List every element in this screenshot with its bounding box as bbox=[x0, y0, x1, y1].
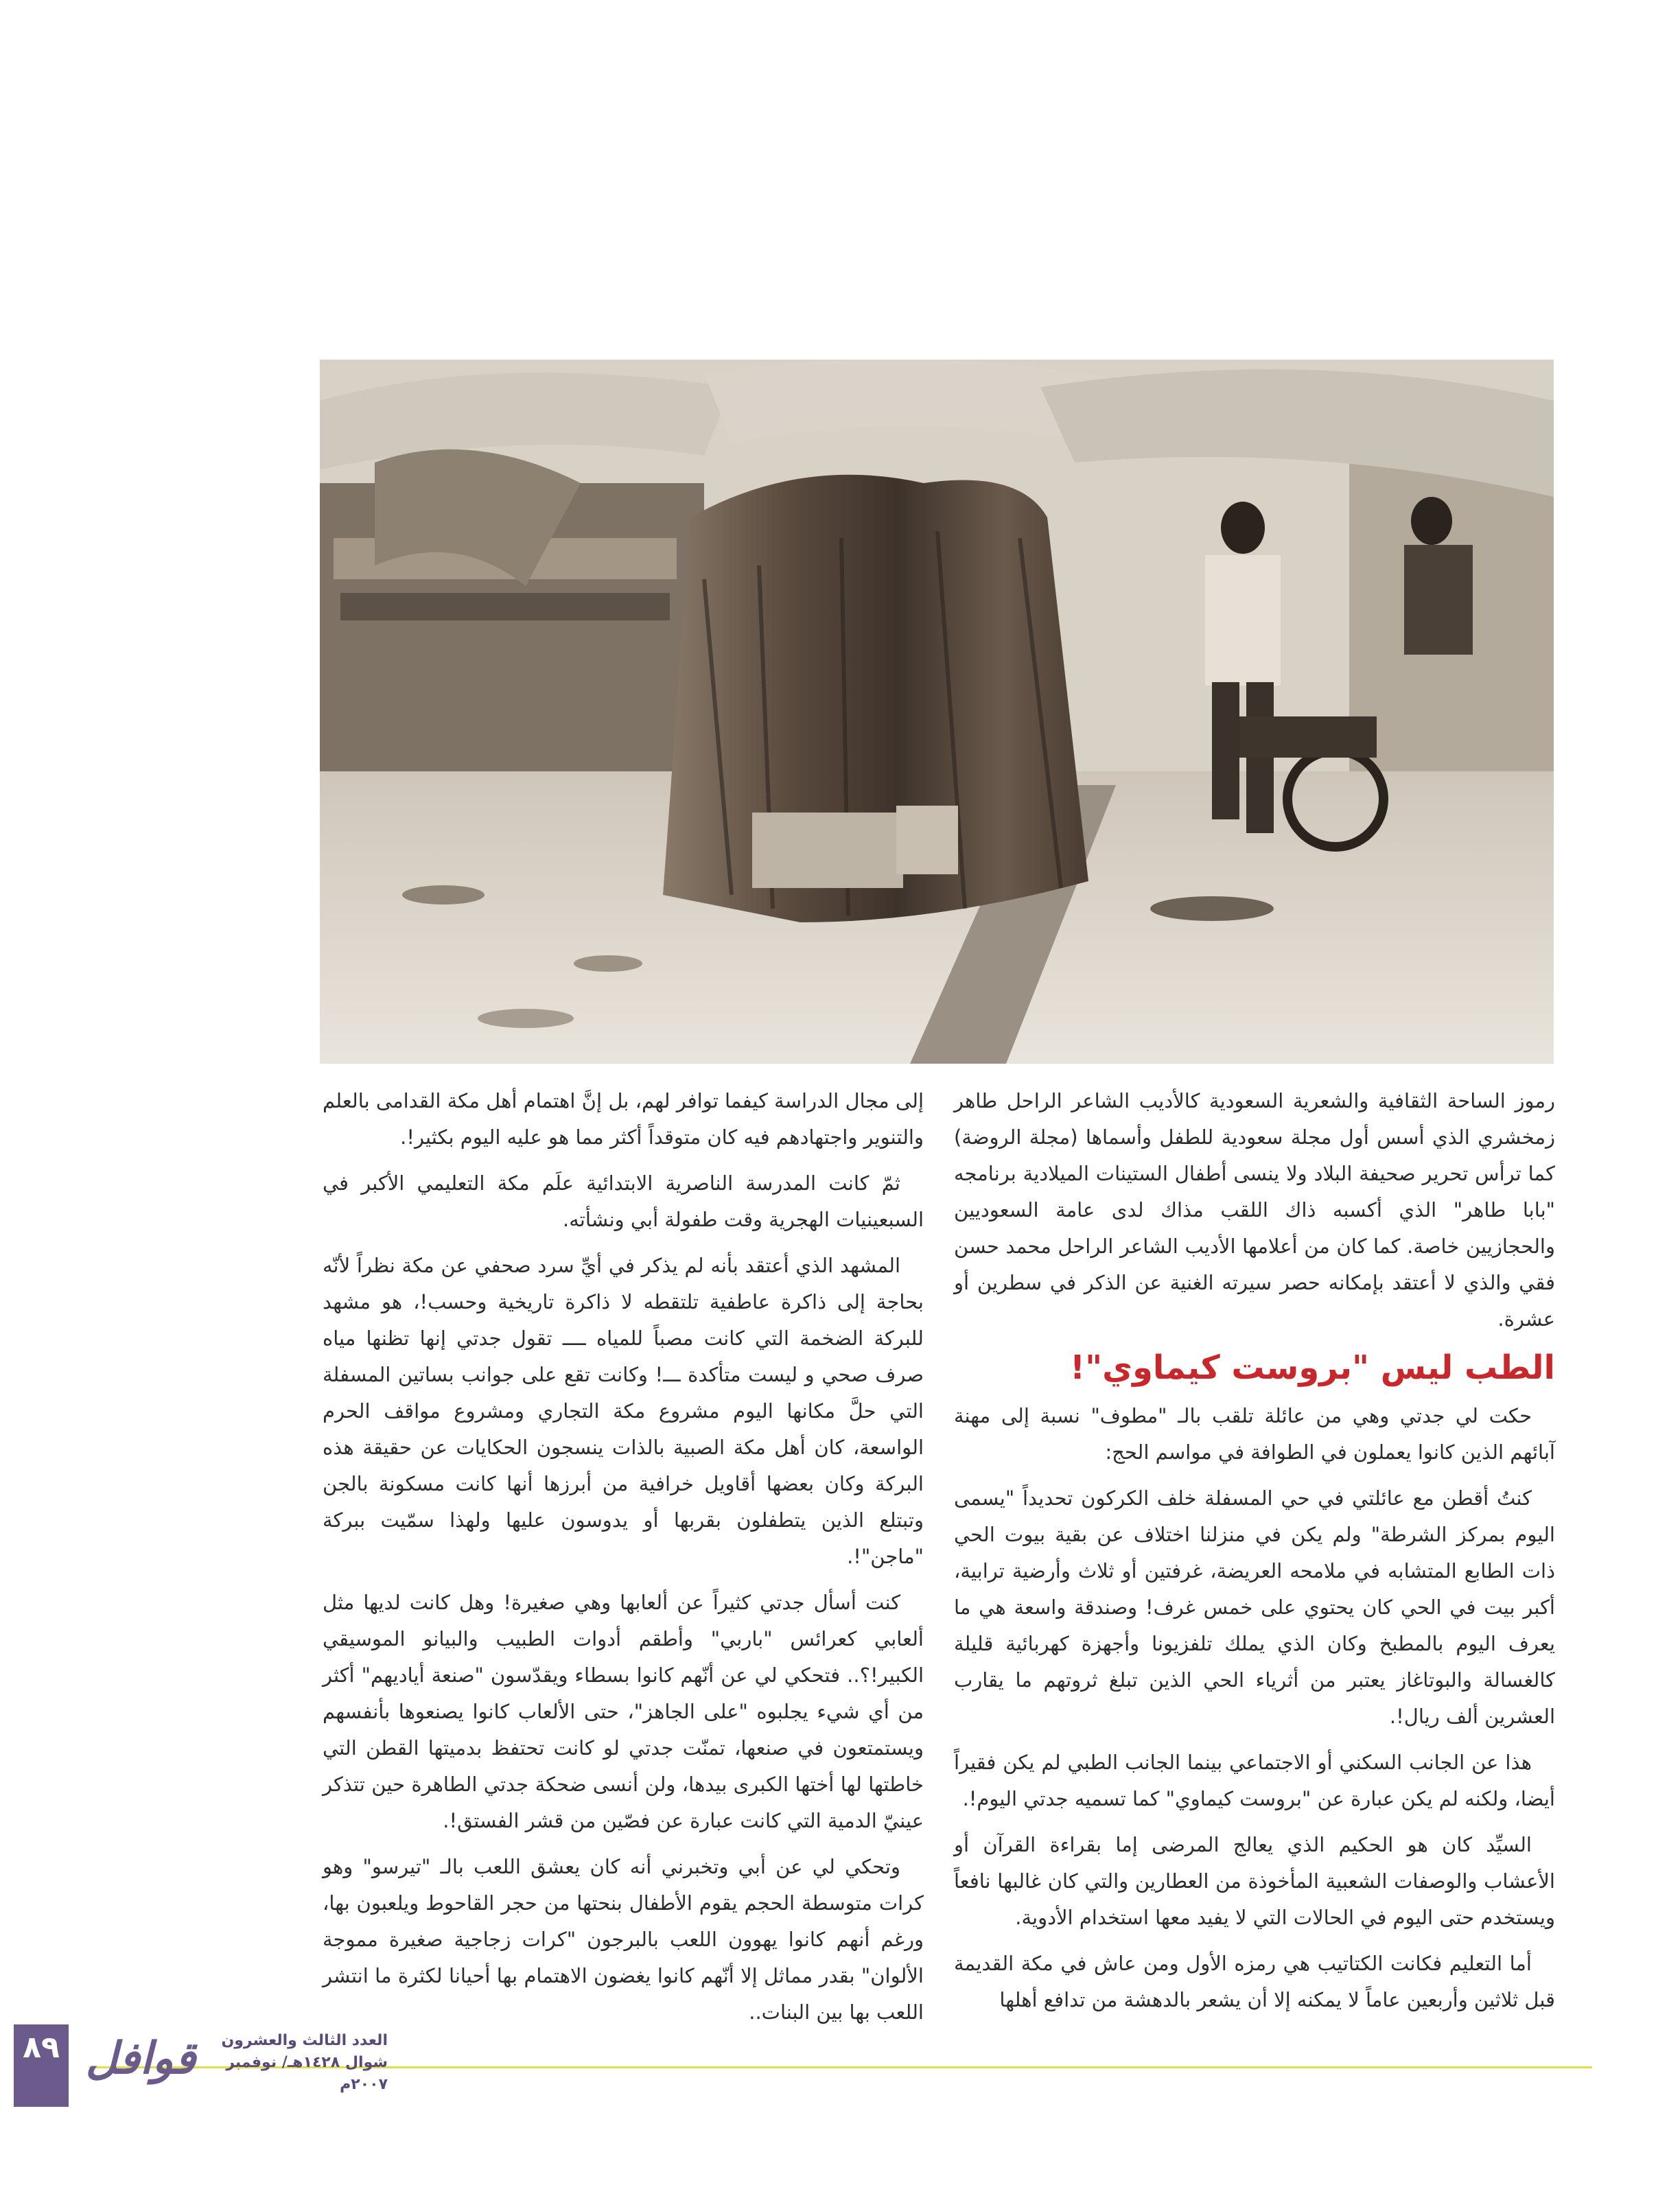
issue-date: شوال ١٤٢٨هـ/ نوفمبر ٢٠٠٧م bbox=[226, 2054, 388, 2093]
article-column-right bbox=[954, 1083, 1555, 2028]
paragraph: السيِّد كان هو الحكيم الذي يعالج المرضى إما بقراءة القرآن أو الأعشاب والوصفات الشعبية المأخوذة من العطارين والتي كان غالبها نافعاً ويستخدم حتى اليوم في الحالات التي لا يفيد معها استخدام الأدوية. bbox=[954, 1833, 1555, 1929]
paragraph: أما التعليم فكانت الكتاتيب هي رمزه الأول ومن عاش في مكة القديمة قبل ثلاثين وأربعين عاماً لا يمكنه إلا أن يشعر بالدهشة من تدافع أهلها bbox=[954, 1952, 1555, 2011]
article-column-left bbox=[323, 1083, 924, 2040]
paragraph: ثمّ كانت المدرسة الناصرية الابتدائية علَم مكة التعليمي الأكبر في السبعينيات الهجرية وقت طفولة أبي ونشأته. bbox=[323, 1171, 924, 1231]
paragraph: هذا عن الجانب السكني أو الاجتماعي بينما الجانب الطبي لم يكن فقيراً أيضا، ولكنه لم يكن عبارة عن "بروست كيماوي" كما تسميه جدتي اليوم!. bbox=[954, 1751, 1555, 1810]
paragraph: إلى مجال الدراسة كيفما توافر لهم، بل إنَّ اهتمام أهل مكة القدامى بالعلم والتنوير واجتهادهم فيه كان متوقداً أكثر مما هو عليه اليوم بكثير!. bbox=[323, 1089, 924, 1149]
issue-info bbox=[209, 2030, 388, 2096]
magazine-logo: قوافل bbox=[85, 2033, 196, 2084]
paragraph: حكت لي جدتي وهي من عائلة تلقب بالـ "مطوف" نسبة إلى مهنة آبائهم الذين كانوا يعملون في الطوافة في مواسم الحج: bbox=[954, 1404, 1555, 1464]
paragraph: رموز الساحة الثقافية والشعرية السعودية كالأديب الشاعر الراحل طاهر زمخشري الذي أسس أول مجلة سعودية للطفل وأسماها (مجلة الروضة) كما ترأس تحرير صحيفة البلاد ولا ينسى أطفال الستينات الميلادية برنامجه "بابا طاهر" الذي أكسبه ذاك اللقب مذاك لدى عامة السعوديين والحجازيين خاصة. كما كان من أعلامها الأديب الشاعر الراحل محمد حسن فقي والذي لا أعتقد بإمكانه حصر سيرته الغنية عن الذكر في سطرين أو عشرة. bbox=[954, 1089, 1555, 1331]
paragraph: كنت أسأل جدتي كثيراً عن ألعابها وهي صغيرة! وهل كانت لديها مثل ألعابي كعرائس "باربي" وأطقم أدوات الطبيب والبيانو الموسيقي الكبير!؟.. فتحكي لي عن أنّهم كانوا بسطاء ويقدّسون "صنعة أياديهم" أكثر من أي شيء يجلبوه "على الجاهز"، حتى الألعاب كانوا يصنعوها بأنفسهم ويستمتعون في صنعها، تمنّت جدتي لو كانت تحتفظ بدميتها القطن التي خاطتها لها أختها الكبرى بيدها، ولن أنسى ضحكة جدتي الطاهرة حين تتذكر عينيّ الدمية التي كانت عبارة عن فصّين من قشر الفستق!. bbox=[323, 1591, 924, 1832]
paragraph: وتحكي لي عن أبي وتخبرني أنه كان يعشق اللعب بالـ "تيرسو" وهو كرات متوسطة الحجم يقوم الأطفال بنحتها من حجر القاحوط ويلعبون بها، ورغم أنهم كانوا يهوون اللعب بالبرجون "كرات زجاجية صغيرة مموجة الألوان" بقدر مماثل إلا أنّهم كانوا يغضون الاهتمام بها أحيانا لكثرة ما انتشر اللعب بها بين البنات.. bbox=[323, 1855, 924, 2024]
paragraph: المشهد الذي أعتقد بأنه لم يذكر في أيِّ سرد صحفي عن مكة نظراً لأنّه بحاجة إلى ذاكرة عاطفية تلتقطه لا ذاكرة تاريخية وحسب!، هو مشهد للبركة الضخمة التي كانت مصباً للمياه ــــ تقول جدتي إنها تظنها مياه صرف صحي و ليست متأكدة ـــ! وكانت تقع على جوانب بساتين المسفلة التي حلَّ مكانها اليوم مشروع مكة التجاري ومشروع مواقف الحرم الواسعة، كان أهل مكة الصبية بالذات ينسجون الحكايات عن حقيقة هذه البركة وكان بعضها أقاويل خرافية من أبرزها أنها كانت مسكونة بالجن وتبتلع الذين يتطفلون بقربها أو يدوسون عليها ولهذا سمّيت ببركة "ماجن"!. bbox=[323, 1254, 924, 1568]
issue-number: العدد الثالث والعشرون bbox=[221, 2032, 388, 2049]
paragraph: كنتُ أقطن مع عائلتي في حي المسفلة خلف الكركون تحديداً "يسمى اليوم بمركز الشرطة" ولم يكن في منزلنا اختلاف عن بقية بيوت الحي ذات الطابع المتشابه في ملامحه العريضة، غرفتين أو ثلاث وأرضية ترابية، أكبر بيت في الحي كان يحتوي على خمس غرف! وصندقة واسعة هي ما يعرف اليوم بالمطبخ وكان الذي يملك تلفزيونا وأجهزة كهربائية قليلة كالغسالة والبوتاغاز يعتبر من أثرياء الحي الذين تبلغ ثروتهم ما يقارب العشرين ألف ريال!. bbox=[954, 1486, 1555, 1728]
section-heading: الطب ليس "بروست كيماوي"! bbox=[1070, 1348, 1555, 1387]
page-number: ٨٩ bbox=[23, 2030, 60, 2065]
market-photo bbox=[320, 360, 1554, 1064]
